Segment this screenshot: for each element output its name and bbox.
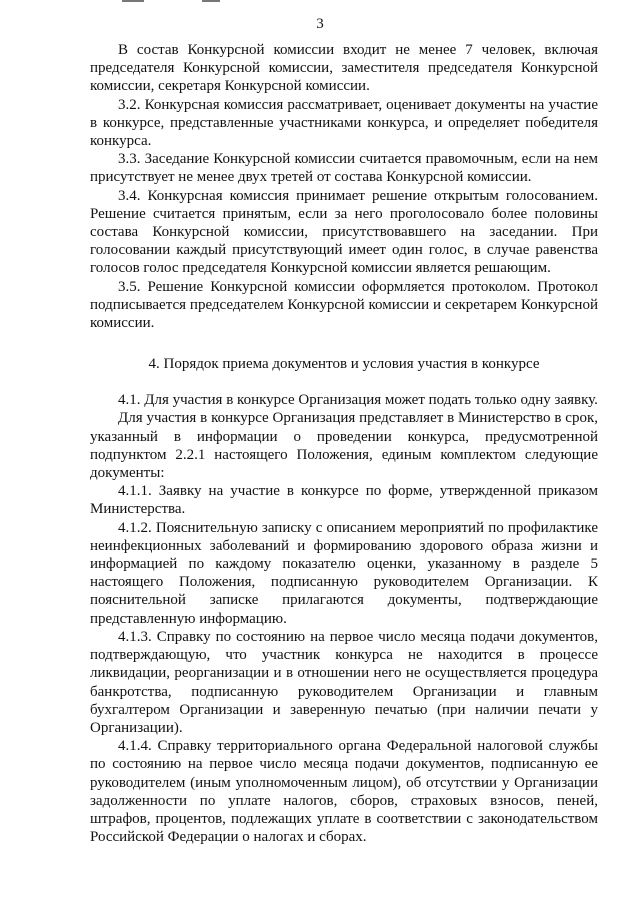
paragraph-3-2: 3.2. Конкурсная комиссия рассматривает, оценивает документы на участие в конкурсе, представленные участниками конкурса, и определяет победителя конкурса.	[90, 96, 598, 150]
paragraph-3-5: 3.5. Решение Конкурсной комиссии оформляется протоколом. Протокол подписывается председателем Конкурсной комиссии и секретарем Конкурсной комиссии.	[90, 278, 598, 332]
paragraph-4-1-documents: Для участия в конкурсе Организация представляет в Министерство в срок, указанный в информации о проведении конкурса, предусмотренной подпунктом 2.2.1 настоящего Положения, единым комплектом следующие документы:	[90, 410, 598, 482]
paragraph-3-3: 3.3. Заседание Конкурсной комиссии считается правомочным, если на нем присутствует не менее двух третей от состава Конкурсной комиссии.	[90, 151, 598, 186]
page-number: 3	[316, 16, 324, 32]
paragraph-4-1-2: 4.1.2. Пояснительную записку с описанием мероприятий по профилактике неинфекционных заболеваний и формированию здорового образа жизни и информацией по каждому показателю оценки, указанному в разделе 5 настоящего Положения, подписанную руководителем Организации. К пояснительной записке прилагаются документы, подтверждающие представленную информацию.	[90, 519, 598, 627]
paragraph-4-1-1: 4.1.1. Заявку на участие в конкурсе по форме, утвержденной приказом Министерства.	[90, 483, 598, 518]
paragraph-4-1: 4.1. Для участия в конкурсе Организация может подать только одну заявку.	[118, 392, 598, 409]
paragraph-4-1-3: 4.1.3. Справку по состоянию на первое число месяца подачи документов, подтверждающую, что участник конкурса не находится в процессе ликвидации, реорганизации и в отношении него не осуществляется процедура банкротства, подписанную руководителем Организации и главным бухгалтером Организации и заверенную печатью (при наличии печати у Организации).	[90, 628, 598, 736]
document-body	[90, 41, 598, 846]
paragraph-commission-composition: В состав Конкурсной комиссии входит не менее 7 человек, включая председателя Конкурсной комиссии, заместителя председателя Конкурсной комиссии, секретаря Конкурсной комиссии.	[90, 42, 598, 95]
paragraph-4-1-4: 4.1.4. Справку территориального органа Федеральной налоговой службы по состоянию на первое число месяца подачи документов, подписанную ее руководителем (иным уполномоченным лицом), об отсутствии у Организации задолженности по уплате налогов, сборов, страховых взносов, пеней, штрафов, процентов, подлежащих уплате в соответствии с законодательством Российской Федерации о налогах и сборах.	[90, 738, 598, 846]
paragraph-3-4: 3.4. Конкурсная комиссия принимает решение открытым голосованием. Решение считается принятым, если за него проголосовало более половины состава Конкурсной комиссии, присутствовавшего на заседании. При голосовании каждый присутствующий имеет один голос, в случае равенства голосов голос председателя Конкурсной комиссии является решающим.	[90, 187, 598, 277]
section-heading-4: 4. Порядок приема документов и условия участия в конкурсе	[148, 356, 540, 373]
scan-marks	[122, 0, 222, 3]
